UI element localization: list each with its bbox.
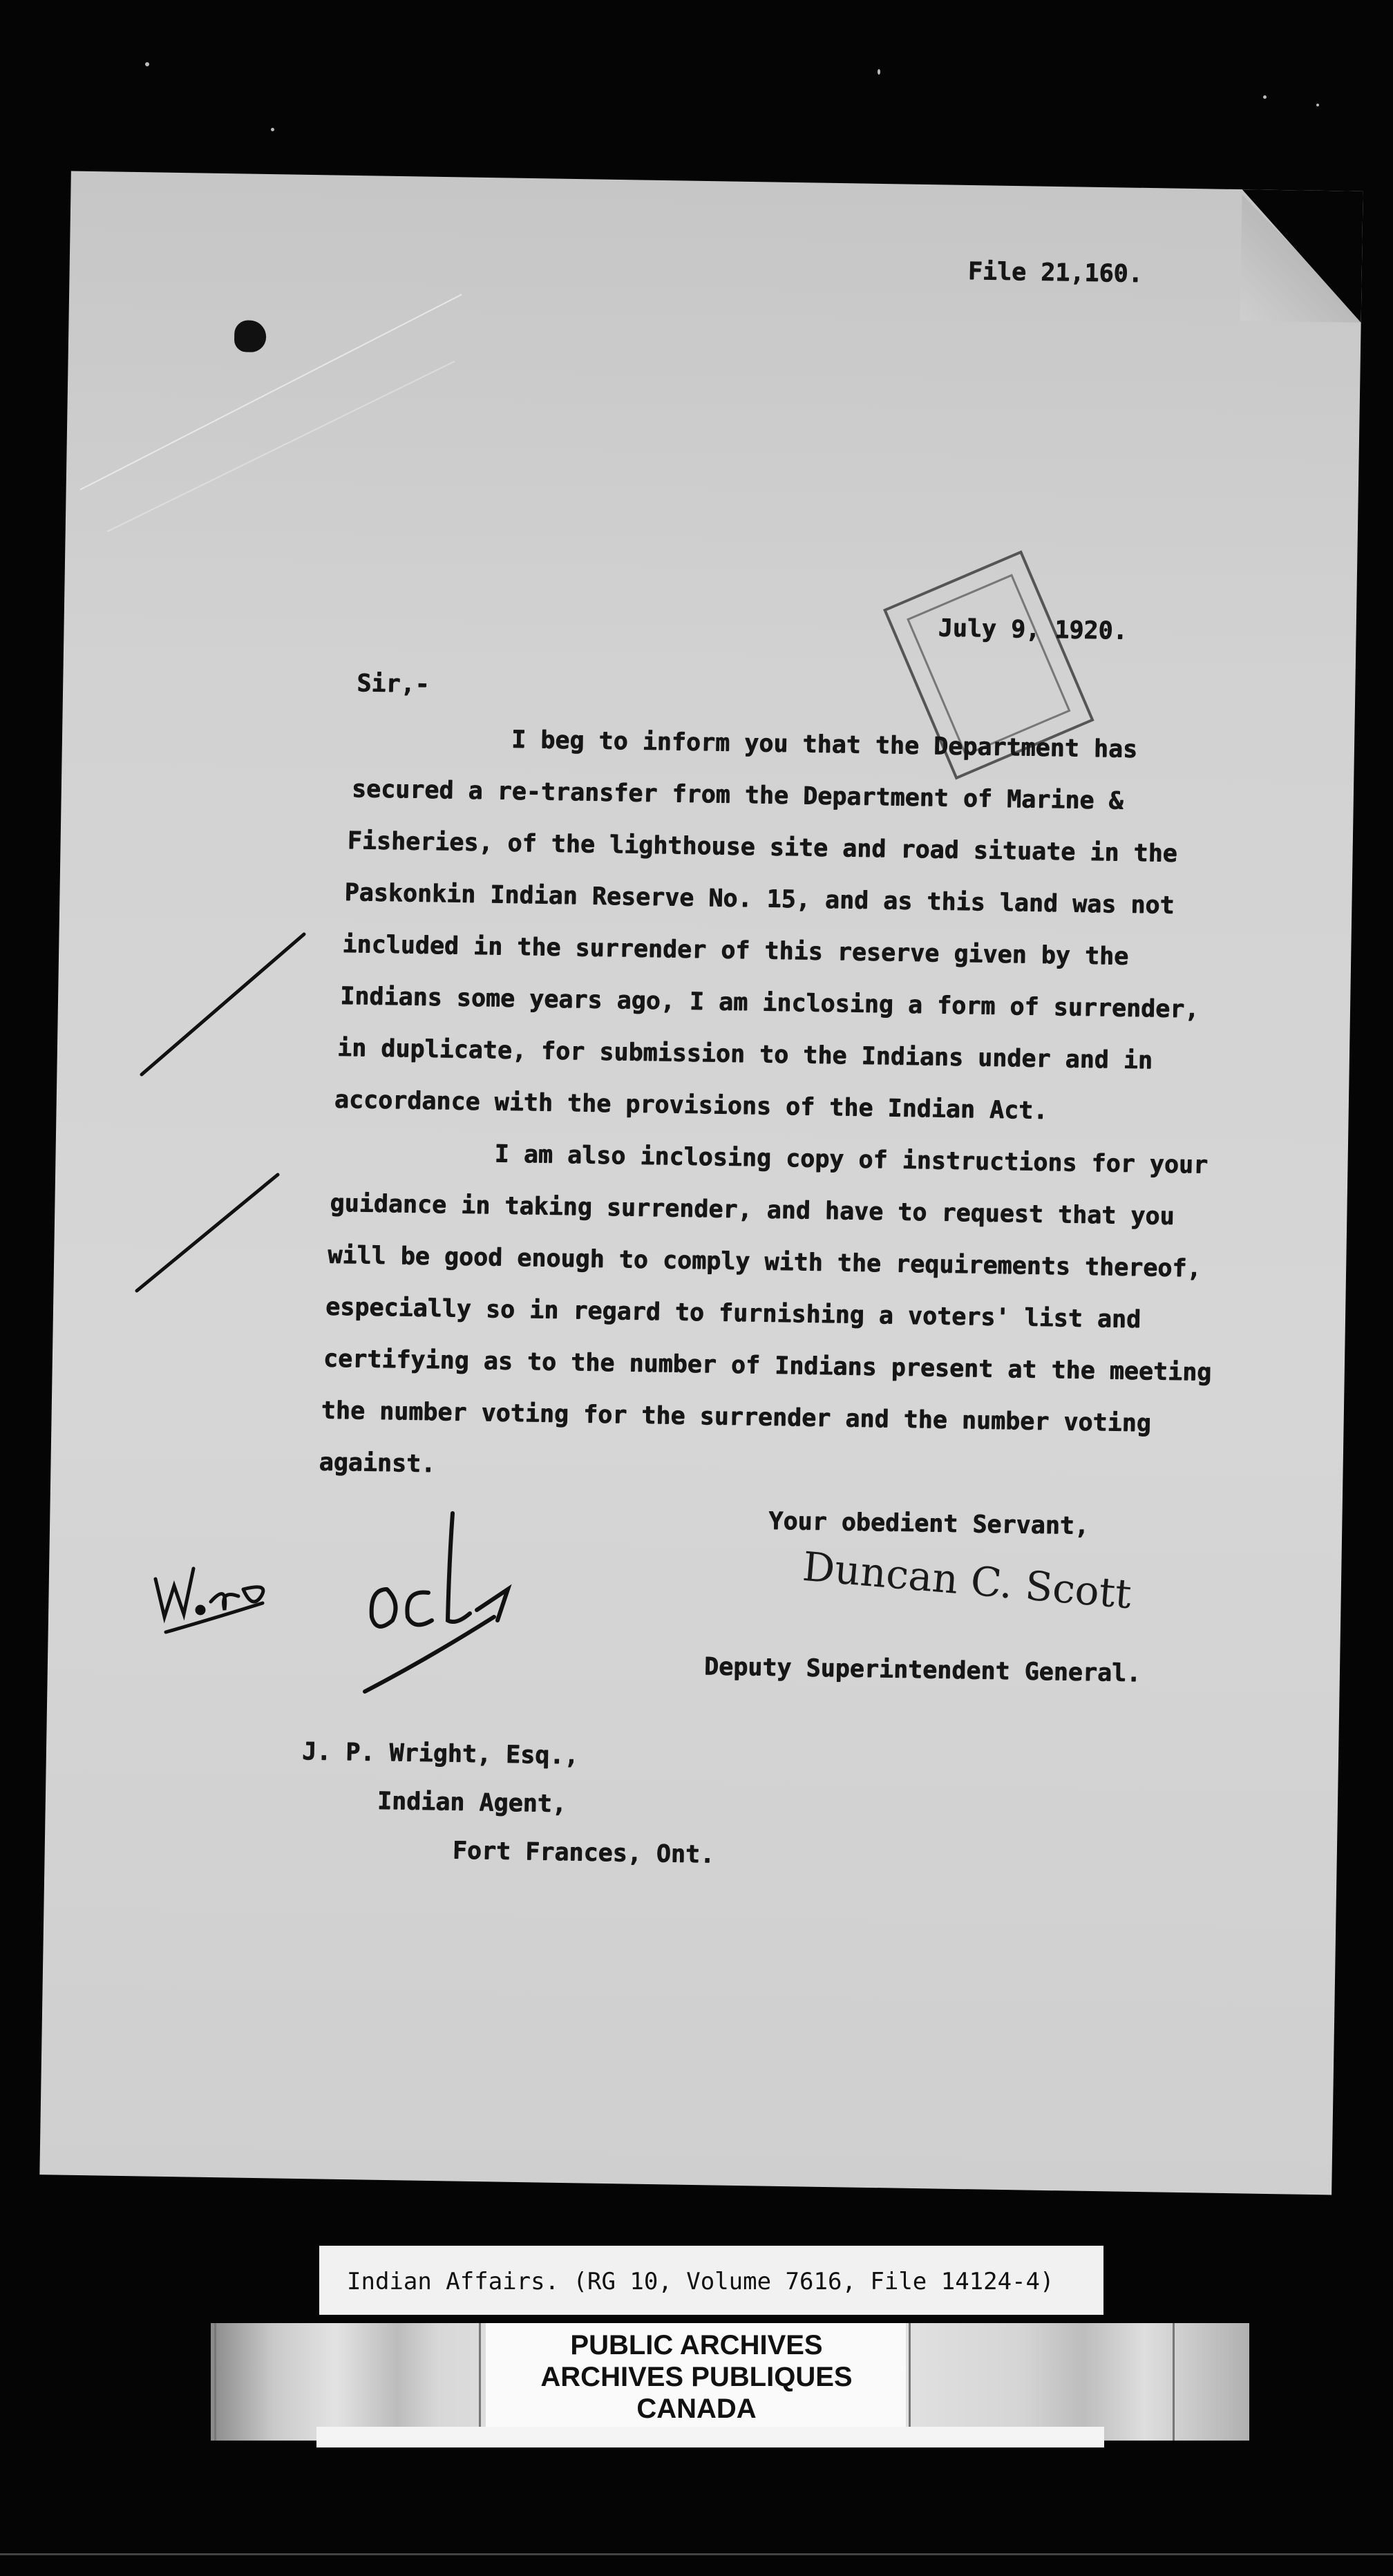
salutation: Sir,- <box>356 670 430 699</box>
margin-check-mark <box>137 1175 278 1291</box>
body-line: I beg to inform you that the Department has <box>511 726 1138 764</box>
body-line: especially so in regard to furnishing a voters' list and <box>325 1293 1141 1334</box>
body-line: I am also inclosing copy of instructions for your <box>494 1140 1209 1180</box>
archive-reference-label <box>319 2246 1103 2315</box>
addressee-location: Fort Frances, Ont. <box>452 1837 715 1869</box>
scan-edge <box>0 2553 1393 2555</box>
body-line: certifying as to the number of Indians present at the meeting <box>323 1345 1212 1387</box>
body-line: accordance with the provisions of the Indian Act. <box>334 1086 1048 1125</box>
margin-check-mark <box>142 934 304 1074</box>
addressee-name: J. P. Wright, Esq., <box>301 1738 579 1770</box>
body-line: guidance in taking surrender, and have to request that you <box>330 1189 1175 1231</box>
handwritten-initials-wad <box>155 1569 263 1632</box>
archive-label-line: ARCHIVES PUBLIQUES <box>540 2362 853 2392</box>
file-number: File 21,160. <box>967 257 1143 288</box>
archive-reference: Indian Affairs. (RG 10, Volume 7616, File 14124-4) <box>347 2268 1054 2295</box>
signatory-title: Deputy Superintendent General. <box>703 1653 1141 1688</box>
body-line: in duplicate, for submission to the Indians under and in <box>337 1034 1153 1075</box>
body-line: Fisheries, of the lighthouse site and road situate in the <box>347 826 1177 868</box>
addressee-position: Indian Agent, <box>377 1787 567 1819</box>
handwritten-signature: Duncan C. Scott <box>800 1542 1134 1618</box>
body-line: against. <box>319 1448 436 1479</box>
letter-date: July 9, 1920. <box>938 614 1128 645</box>
body-line: will be good enough to comply with the requirements thereof, <box>327 1241 1202 1283</box>
archive-label-line: PUBLIC ARCHIVES <box>570 2330 823 2360</box>
body-line: included in the surrender of this reserve given by the <box>342 930 1129 971</box>
body-line: Indians some years ago, I am inclosing a form of surrender, <box>339 982 1200 1024</box>
body-line: the number voting for the surrender and the number voting <box>321 1396 1152 1438</box>
archive-label-line: CANADA <box>636 2394 757 2424</box>
body-line: Paskonkin Indian Reserve No. 15, and as this land was not <box>344 878 1175 920</box>
closing: Your obedient Servant, <box>768 1507 1090 1540</box>
handwritten-initials-ocl <box>365 1513 508 1692</box>
body-line: secured a re-transfer from the Department of Marine & <box>351 775 1124 815</box>
